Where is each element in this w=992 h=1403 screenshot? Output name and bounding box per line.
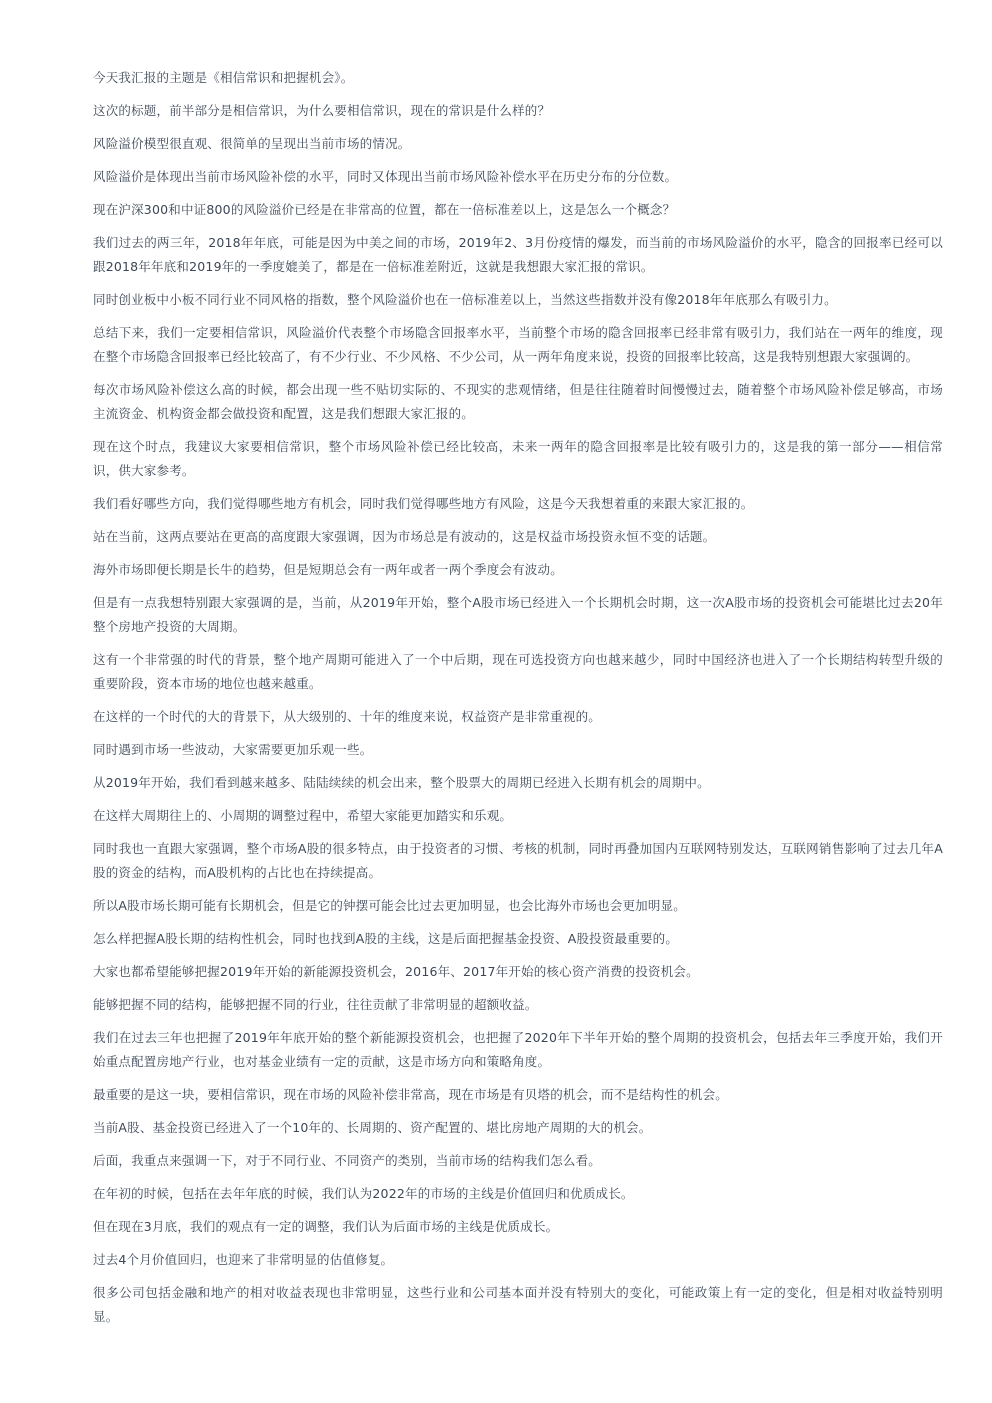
- paragraph: 从2019年开始，我们看到越来越多、陆陆续续的机会出来，整个股票大的周期已经进入长期有机会的周期中。: [93, 775, 710, 790]
- paragraph: 同时创业板中小板不同行业不同风格的指数，整个风险溢价也在一倍标准差以上，当然这些指数并没有像2018年年底那么有吸引力。: [93, 292, 837, 307]
- paragraph: 但是有一点我想特别跟大家强调的是，当前，从2019年开始，整个A股市场已经进入一个长期机会时期，这一次A股市场的投资机会可能堪比过去20年整个房地产投资的大周期。: [93, 595, 943, 634]
- paragraph: 风险溢价模型很直观、很简单的呈现出当前市场的情况。: [93, 136, 411, 151]
- document-body: [93, 66, 943, 1338]
- paragraph: 现在沪深300和中证800的风险溢价已经是在非常高的位置，都在一倍标准差以上，这是怎么一个概念？: [93, 202, 676, 217]
- paragraph: 过去4个月价值回归，也迎来了非常明显的估值修复。: [93, 1252, 394, 1267]
- paragraph: 同时遇到市场一些波动，大家需要更加乐观一些。: [93, 742, 373, 757]
- paragraph: 我们在过去三年也把握了2019年年底开始的整个新能源投资机会，也把握了2020年下半年开始的整个周期的投资机会，包括去年三季度开始，我们开始重点配置房地产行业，也对基金业绩有一定的贡献，这是市场方向和策略角度。: [93, 1030, 943, 1069]
- paragraph: 怎么样把握A股长期的结构性机会，同时也找到A股的主线，这是后面把握基金投资、A股投资最重要的。: [93, 931, 679, 946]
- paragraph: 这有一个非常强的时代的背景，整个地产周期可能进入了一个中后期，现在可选投资方向也越来越少，同时中国经济也进入了一个长期结构转型升级的重要阶段，资本市场的地位也越来越重。: [93, 652, 943, 691]
- paragraph: 我们看好哪些方向，我们觉得哪些地方有机会，同时我们觉得哪些地方有风险，这是今天我想着重的来跟大家汇报的。: [93, 496, 754, 511]
- paragraph: 在这样大周期往上的、小周期的调整过程中，希望大家能更加踏实和乐观。: [93, 808, 513, 823]
- paragraph: 很多公司包括金融和地产的相对收益表现也非常明显，这些行业和公司基本面并没有特别大的变化，可能政策上有一定的变化，但是相对收益特别明显。: [93, 1285, 943, 1324]
- paragraph: 在这样的一个时代的大的背景下，从大级别的、十年的维度来说，权益资产是非常重视的。: [93, 709, 602, 724]
- paragraph: 在年初的时候，包括在去年年底的时候，我们认为2022年的市场的主线是价值回归和优质成长。: [93, 1186, 634, 1201]
- paragraph: 但在现在3月底，我们的观点有一定的调整，我们认为后面市场的主线是优质成长。: [93, 1219, 559, 1234]
- paragraph: 我们过去的两三年，2018年年底，可能是因为中美之间的市场，2019年2、3月份疫情的爆发，而当前的市场风险溢价的水平，隐含的回报率已经可以跟2018年年底和2019年的一季度媲美了，都是在一倍标准差附近，这就是我想跟大家汇报的常识。: [93, 235, 943, 274]
- paragraph: 站在当前，这两点要站在更高的高度跟大家强调，因为市场总是有波动的，这是权益市场投资永恒不变的话题。: [93, 529, 716, 544]
- paragraph: 风险溢价是体现出当前市场风险补偿的水平，同时又体现出当前市场风险补偿水平在历史分布的分位数。: [93, 169, 678, 184]
- paragraph: 当前A股、基金投资已经进入了一个10年的、长周期的、资产配置的、堪比房地产周期的大的机会。: [93, 1120, 652, 1135]
- paragraph: 大家也都希望能够把握2019年开始的新能源投资机会，2016年、2017年开始的核心资产消费的投资机会。: [93, 964, 699, 979]
- paragraph: 现在这个时点，我建议大家要相信常识，整个市场风险补偿已经比较高，未来一两年的隐含回报率是比较有吸引力的，这是我的第一部分——相信常识，供大家参考。: [93, 439, 943, 478]
- paragraph: 海外市场即便长期是长牛的趋势，但是短期总会有一两年或者一两个季度会有波动。: [93, 562, 563, 577]
- paragraph: 总结下来，我们一定要相信常识，风险溢价代表整个市场隐含回报率水平，当前整个市场的隐含回报率已经非常有吸引力，我们站在一两年的维度，现在整个市场隐含回报率已经比较高了，有不少行业、不少风格、不少公司，从一两年角度来说，投资的回报率比较高，这是我特别想跟大家强调的。: [93, 325, 943, 364]
- paragraph: 能够把握不同的结构，能够把握不同的行业，往往贡献了非常明显的超额收益。: [93, 997, 538, 1012]
- paragraph: 最重要的是这一块，要相信常识，现在市场的风险补偿非常高，现在市场是有贝塔的机会，而不是结构性的机会。: [93, 1087, 729, 1102]
- paragraph: 今天我汇报的主题是《相信常识和把握机会》。: [93, 70, 354, 85]
- paragraph: 每次市场风险补偿这么高的时候，都会出现一些不贴切实际的、不现实的悲观情绪，但是往往随着时间慢慢过去，随着整个市场风险补偿足够高，市场主流资金、机构资金都会做投资和配置，这是我们想跟大家汇报的。: [93, 382, 943, 421]
- paragraph: 所以A股市场长期可能有长期机会，但是它的钟摆可能会比过去更加明显，也会比海外市场也会更加明显。: [93, 898, 686, 913]
- paragraph: 后面，我重点来强调一下，对于不同行业、不同资产的类别，当前市场的结构我们怎么看。: [93, 1153, 602, 1168]
- paragraph: 这次的标题，前半部分是相信常识，为什么要相信常识，现在的常识是什么样的？: [93, 103, 551, 118]
- paragraph: 同时我也一直跟大家强调，整个市场A股的很多特点，由于投资者的习惯、考核的机制，同时再叠加国内互联网特别发达，互联网销售影响了过去几年A股的资金的结构，而A股机构的占比也在持续提高。: [93, 841, 943, 880]
